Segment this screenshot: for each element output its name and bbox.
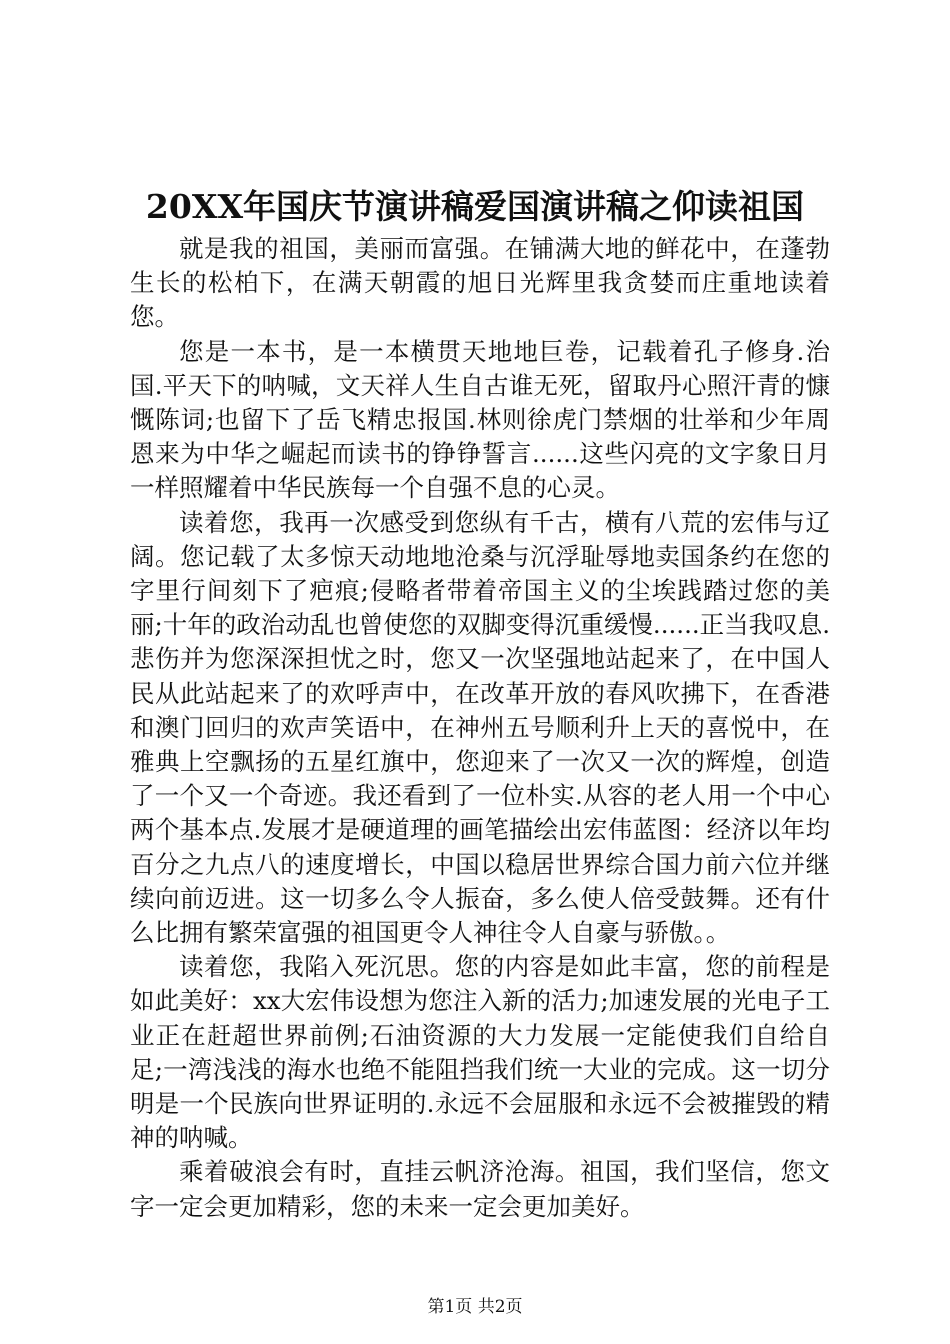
page-indicator: 第1页 共2页 [427,1297,523,1317]
paragraph-3: 读着您，我再一次感受到您纵有千古，横有八荒的宏伟与辽阔。您记载了太多惊天动地地沧桑与沉浮耻辱地卖国条约在您的字里行间刻下了疤痕;侵略者带着帝国主义的尘埃践踏过您的美丽;十年的政治动乱也曾使您的双脚变得沉重缓慢......正当我叹息.悲伤并为您深深担忧之时，您又一次坚强地站起来了，在中国人民从此站起来了的欢呼声中，在改革开放的春风吹拂下，在香港和澳门回归的欢声笑语中，在神州五号顺利升上天的喜悦中，在雅典上空飘扬的五星红旗中，您迎来了一次又一次的辉煌，创造了一个又一个奇迹。我还看到了一位朴实.从容的老人用一个中心两个基本点.发展才是硬道理的画笔描绘出宏伟蓝图：经济以年均百分之九点八的速度增长，中国以稳居世界综合国力前六位并继续向前迈进。这一切多么令人振奋，多么使人倍受鼓舞。还有什么比拥有繁荣富强的祖国更令人神往令人自豪与骄傲。。 [130,507,830,948]
paragraph-5: 乘着破浪会有时，直挂云帆济沧海。祖国，我们坚信，您文字一定会更加精彩，您的未来一定会更加美好。 [130,1157,830,1221]
document-title: 20XX年国庆节演讲稿爱国演讲稿之仰读祖国 [145,187,805,226]
page-footer [0,1296,950,1318]
paragraph-1: 就是我的祖国，美丽而富强。在铺满大地的鲜花中，在蓬勃生长的松柏下，在满天朝霞的旭日光辉里我贪婪而庄重地读着您。 [130,234,830,332]
paragraph-4: 读着您，我陷入死沉思。您的内容是如此丰富，您的前程是如此美好：xx大宏伟设想为您注入新的活力;加速发展的光电子工业正在赶超世界前例;石油资源的大力发展一定能使我们自给自足;一湾浅浅的海水也绝不能阻挡我们统一大业的完成。这一切分明是一个民族向世界证明的.永远不会屈服和永远不会被摧毁的精神的呐喊。 [130,952,830,1153]
paragraph-2: 您是一本书，是一本横贯天地地巨卷，记载着孔子修身.治国.平天下的呐喊，文天祥人生自古谁无死，留取丹心照汗青的慷慨陈词;也留下了岳飞精忠报国.林则徐虎门禁烟的壮举和少年周恩来为中华之崛起而读书的铮铮誓言......这些闪亮的文字象日月一样照耀着中华民族每一个自强不息的心灵。 [130,336,830,503]
document-body [130,232,830,1224]
